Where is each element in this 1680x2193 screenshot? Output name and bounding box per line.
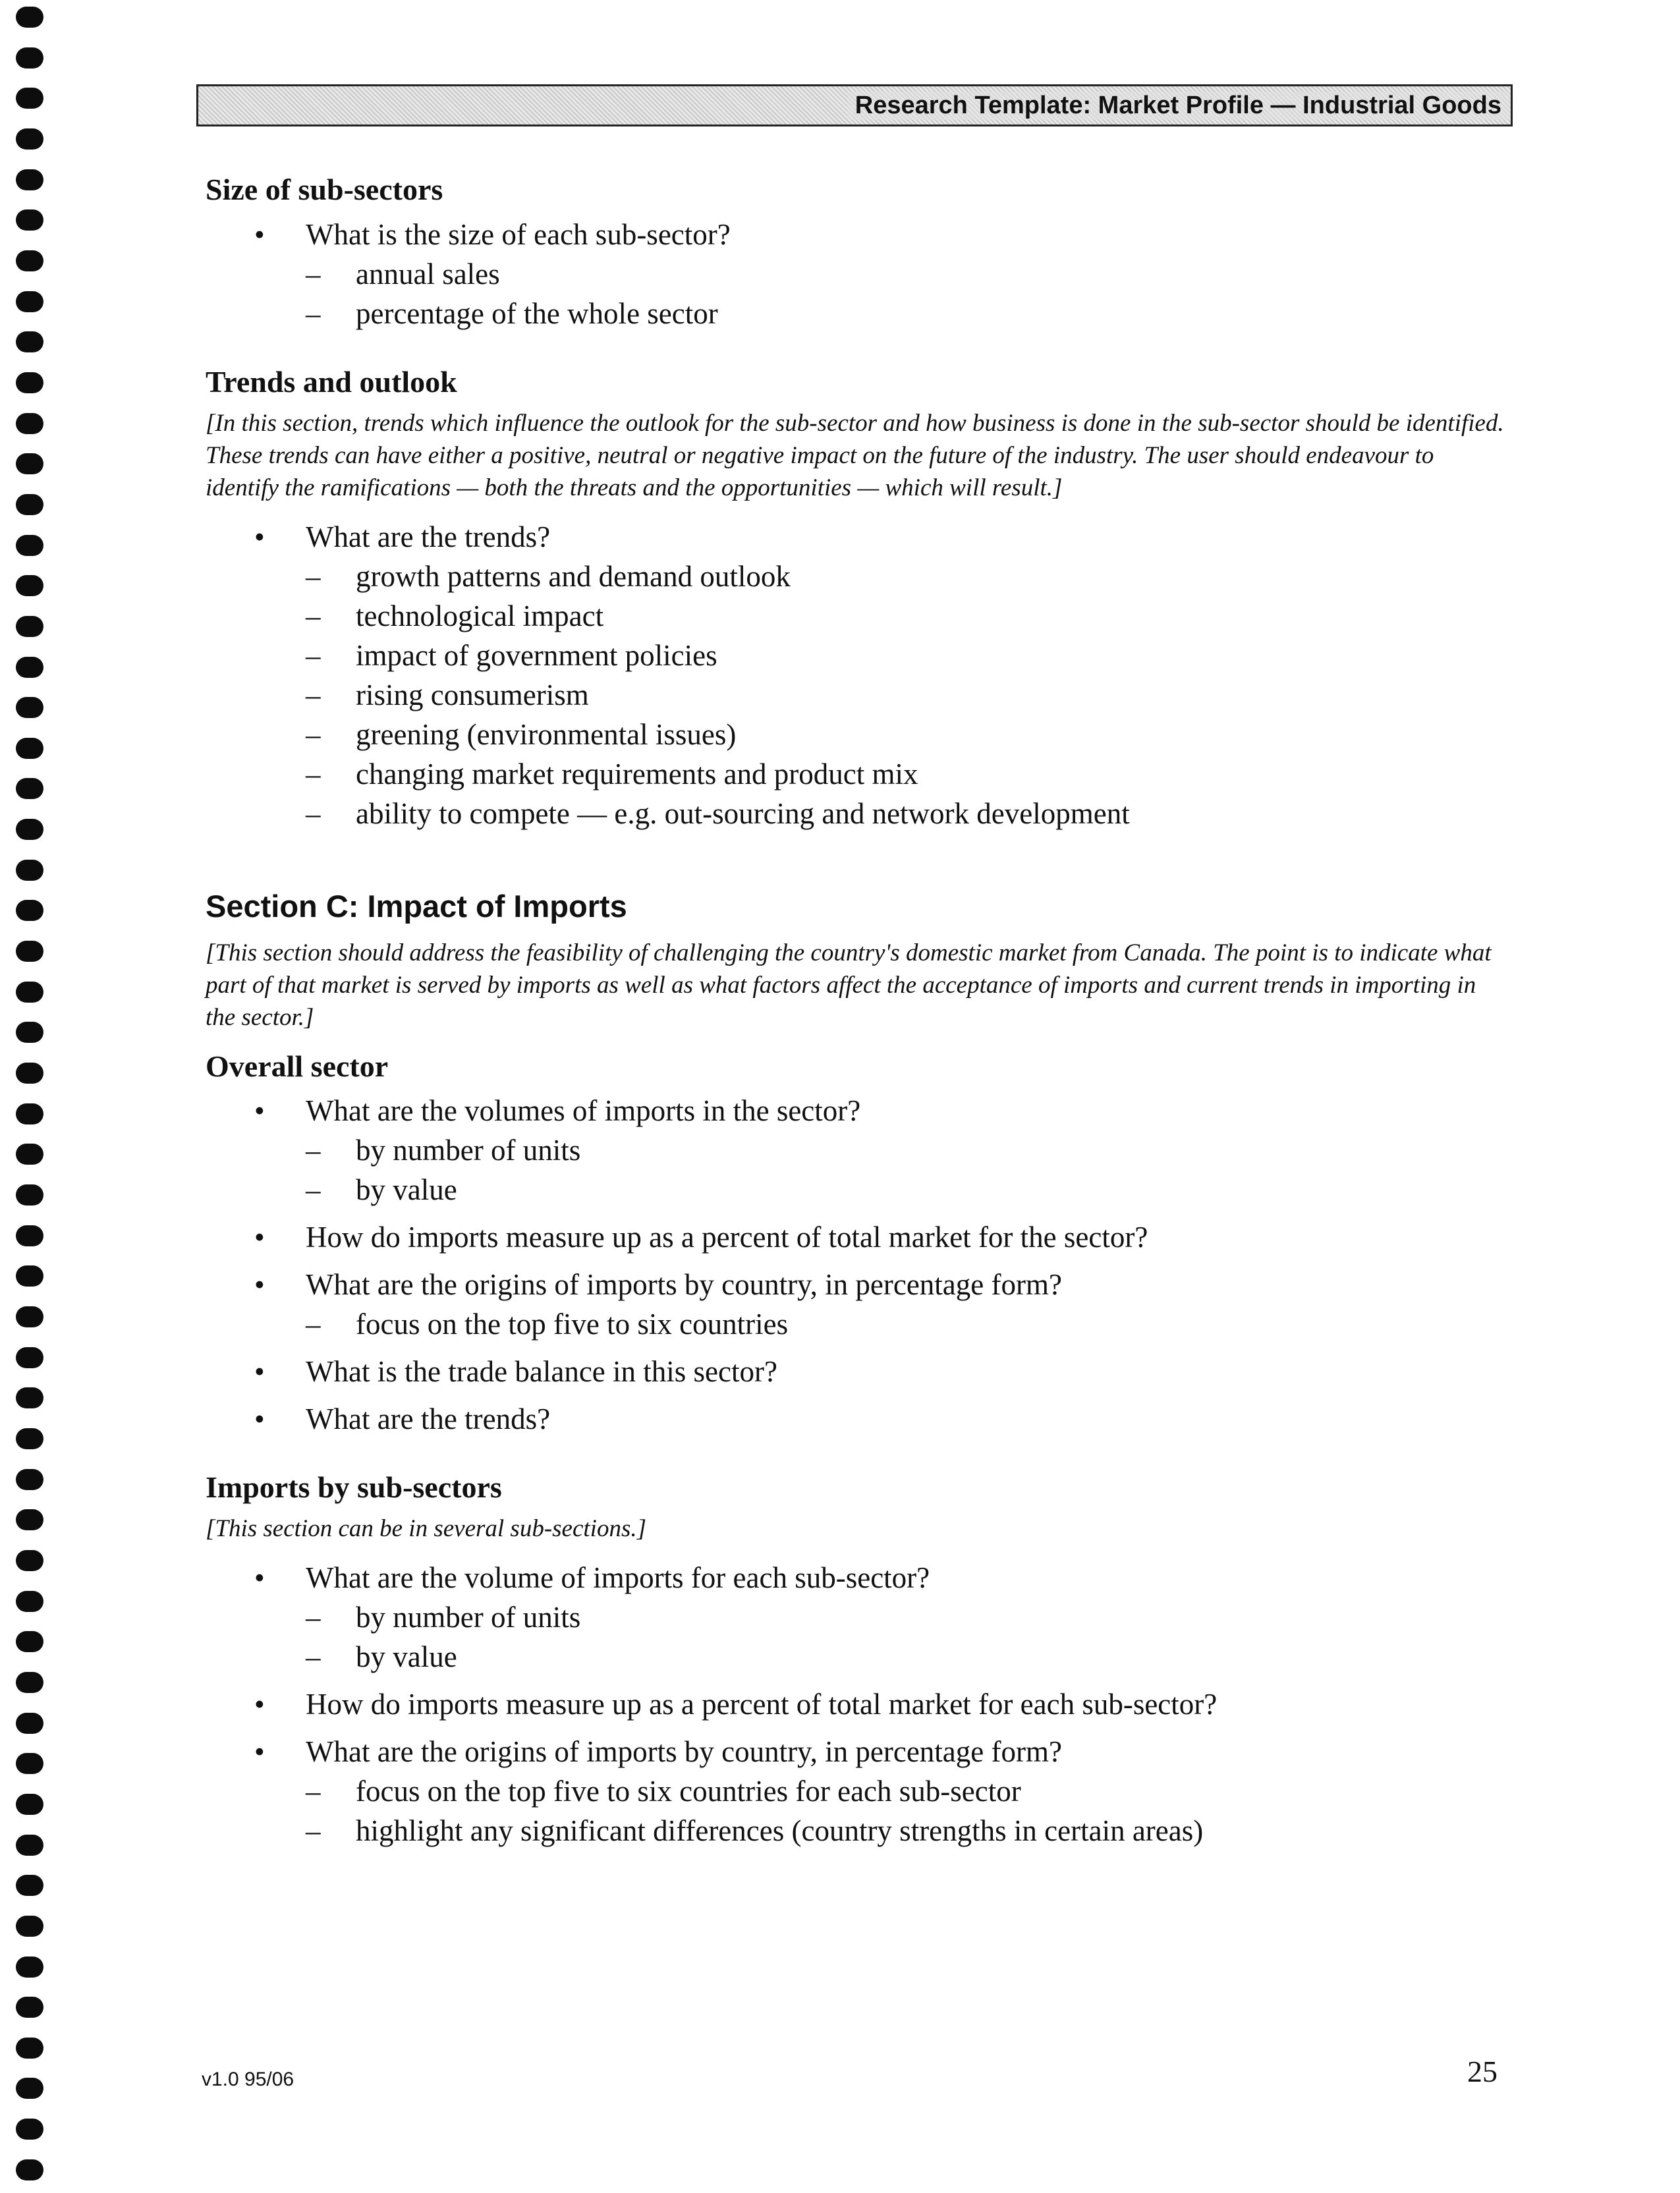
- binding-hole: [16, 1916, 43, 1937]
- binding-hole: [16, 1835, 43, 1856]
- binding-hole: [16, 1428, 43, 1449]
- section-note: [In this section, trends which influence the outlook for the sub-sector and how business is done in the sub-sector should be identified. These trends can have either a positive, neutral or negative impact on the future of the industry. The user should endeavour to identify the ramifications — both the threats and the opportunities — which will result.]: [206, 409, 1504, 501]
- binding-hole: [16, 453, 43, 474]
- binding-hole: [16, 941, 43, 962]
- binding-hole: [16, 1591, 43, 1612]
- heading-trends-and-outlook: Trends and outlook: [206, 364, 457, 399]
- binding-hole: [16, 2119, 43, 2140]
- binding-hole: [16, 860, 43, 881]
- list-item: • How do imports measure up as a percent of total market for the sector?: [206, 1217, 1510, 1257]
- binding-hole: [16, 1063, 43, 1084]
- sub-list-item: – by value: [306, 1170, 1510, 1209]
- binding-hole: [16, 413, 43, 434]
- binding-hole: [16, 1875, 43, 1896]
- bullet-list: [206, 1091, 1510, 1439]
- list-item: • What are the origins of imports by country, in percentage form? – focus on the top five to six countries for each sub-sector – highlight any significant differences (country strengths in certain areas): [206, 1732, 1510, 1850]
- sub-list-item: – impact of government policies: [306, 636, 1510, 675]
- binding-hole: [16, 1672, 43, 1693]
- sub-list-item: – greening (environmental issues): [306, 715, 1510, 754]
- binding-hole: [16, 2159, 43, 2180]
- header-bar: [196, 84, 1513, 126]
- binding-hole: [16, 738, 43, 759]
- binding-hole: [16, 1469, 43, 1490]
- binding-hole: [16, 1957, 43, 1978]
- sub-list-item: – percentage of the whole sector: [306, 294, 1510, 333]
- section-c-title: Section C: Impact of Imports: [206, 888, 627, 924]
- binding-hole: [16, 575, 43, 596]
- list-item: • What is the trade balance in this sector?: [206, 1352, 1510, 1391]
- sub-list-item: – annual sales: [306, 254, 1510, 294]
- binding-hole: [16, 1631, 43, 1652]
- binding-hole: [16, 88, 43, 109]
- heading-imports-by-sub-sectors: Imports by sub-sectors: [206, 1470, 502, 1505]
- binding-hole: [16, 1144, 43, 1165]
- binding-hole: [16, 819, 43, 840]
- list-item: • What are the volume of imports for each sub-sector? – by number of units – by value: [206, 1558, 1510, 1677]
- bullet-list: [206, 1558, 1510, 1850]
- bullet-list: [206, 215, 1510, 333]
- document-body: [206, 170, 1510, 1879]
- binding-holes: [16, 7, 47, 2180]
- sub-list-item: – focus on the top five to six countries for each sub-sector: [306, 1771, 1510, 1811]
- sub-list-item: – technological impact: [306, 596, 1510, 636]
- binding-hole: [16, 494, 43, 515]
- binding-hole: [16, 535, 43, 556]
- header-title: Research Template: Market Profile — Industrial Goods: [847, 92, 1511, 120]
- binding-hole: [16, 1794, 43, 1815]
- binding-hole: [16, 1509, 43, 1530]
- binding-hole: [16, 1387, 43, 1408]
- binding-hole: [16, 2038, 43, 2059]
- sub-list-item: – focus on the top five to six countries: [306, 1304, 1510, 1344]
- sub-list-item: – growth patterns and demand outlook: [306, 557, 1510, 596]
- page-number: 25: [1467, 2055, 1498, 2088]
- list-item: • What are the trends? – growth patterns and demand outlook – technological impact – impact of government policies – rising consumerism – greening (environmental issues) – changing market requirements and product mix – ability to compete — e.g. out-sourcing and network development: [206, 517, 1510, 833]
- binding-hole: [16, 1753, 43, 1774]
- sub-list-item: – by value: [306, 1637, 1510, 1677]
- sub-list-item: – by number of units: [306, 1597, 1510, 1637]
- list-item: • What are the volumes of imports in the sector? – by number of units – by value: [206, 1091, 1510, 1209]
- binding-hole: [16, 372, 43, 393]
- list-item: • What is the size of each sub-sector? – annual sales – percentage of the whole sector: [206, 215, 1510, 333]
- list-item: • What are the origins of imports by country, in percentage form? – focus on the top five to six countries: [206, 1265, 1510, 1344]
- heading-overall-sector: Overall sector: [206, 1049, 389, 1083]
- sub-list-item: – changing market requirements and product mix: [306, 754, 1510, 794]
- version-label: v1.0 95/06: [202, 2068, 294, 2090]
- binding-hole: [16, 1265, 43, 1287]
- binding-hole: [16, 1103, 43, 1124]
- heading-size-of-sub-sectors: Size of sub-sectors: [206, 173, 443, 206]
- sub-list-item: – highlight any significant differences (country strengths in certain areas): [306, 1811, 1510, 1850]
- binding-hole: [16, 1997, 43, 2018]
- list-item: • How do imports measure up as a percent of total market for each sub-sector?: [206, 1684, 1510, 1724]
- binding-hole: [16, 47, 43, 69]
- binding-hole: [16, 250, 43, 271]
- binding-hole: [16, 1550, 43, 1571]
- binding-hole: [16, 697, 43, 718]
- binding-hole: [16, 778, 43, 799]
- binding-hole: [16, 169, 43, 190]
- binding-hole: [16, 1022, 43, 1043]
- binding-hole: [16, 331, 43, 352]
- binding-hole: [16, 982, 43, 1003]
- binding-hole: [16, 128, 43, 150]
- binding-hole: [16, 291, 43, 312]
- binding-hole: [16, 1713, 43, 1734]
- section-note: [This section should address the feasibility of challenging the country's domestic market from Canada. The point is to indicate what part of that market is served by imports as well as what factors affect the acceptance of imports and current trends in importing in the sector.]: [206, 939, 1492, 1031]
- section-note: [This section can be in several sub-sections.]: [206, 1515, 646, 1543]
- sub-list-item: – ability to compete — e.g. out-sourcing and network development: [306, 794, 1510, 833]
- binding-hole: [16, 2078, 43, 2099]
- binding-hole: [16, 657, 43, 678]
- binding-hole: [16, 7, 43, 28]
- binding-hole: [16, 1184, 43, 1206]
- sub-list-item: – rising consumerism: [306, 675, 1510, 715]
- binding-hole: [16, 1306, 43, 1327]
- binding-hole: [16, 1347, 43, 1368]
- bullet-list: [206, 517, 1510, 833]
- sub-list-item: – by number of units: [306, 1130, 1510, 1170]
- binding-hole: [16, 616, 43, 637]
- list-item: • What are the trends?: [206, 1399, 1510, 1439]
- binding-hole: [16, 900, 43, 921]
- binding-hole: [16, 209, 43, 231]
- binding-hole: [16, 1225, 43, 1246]
